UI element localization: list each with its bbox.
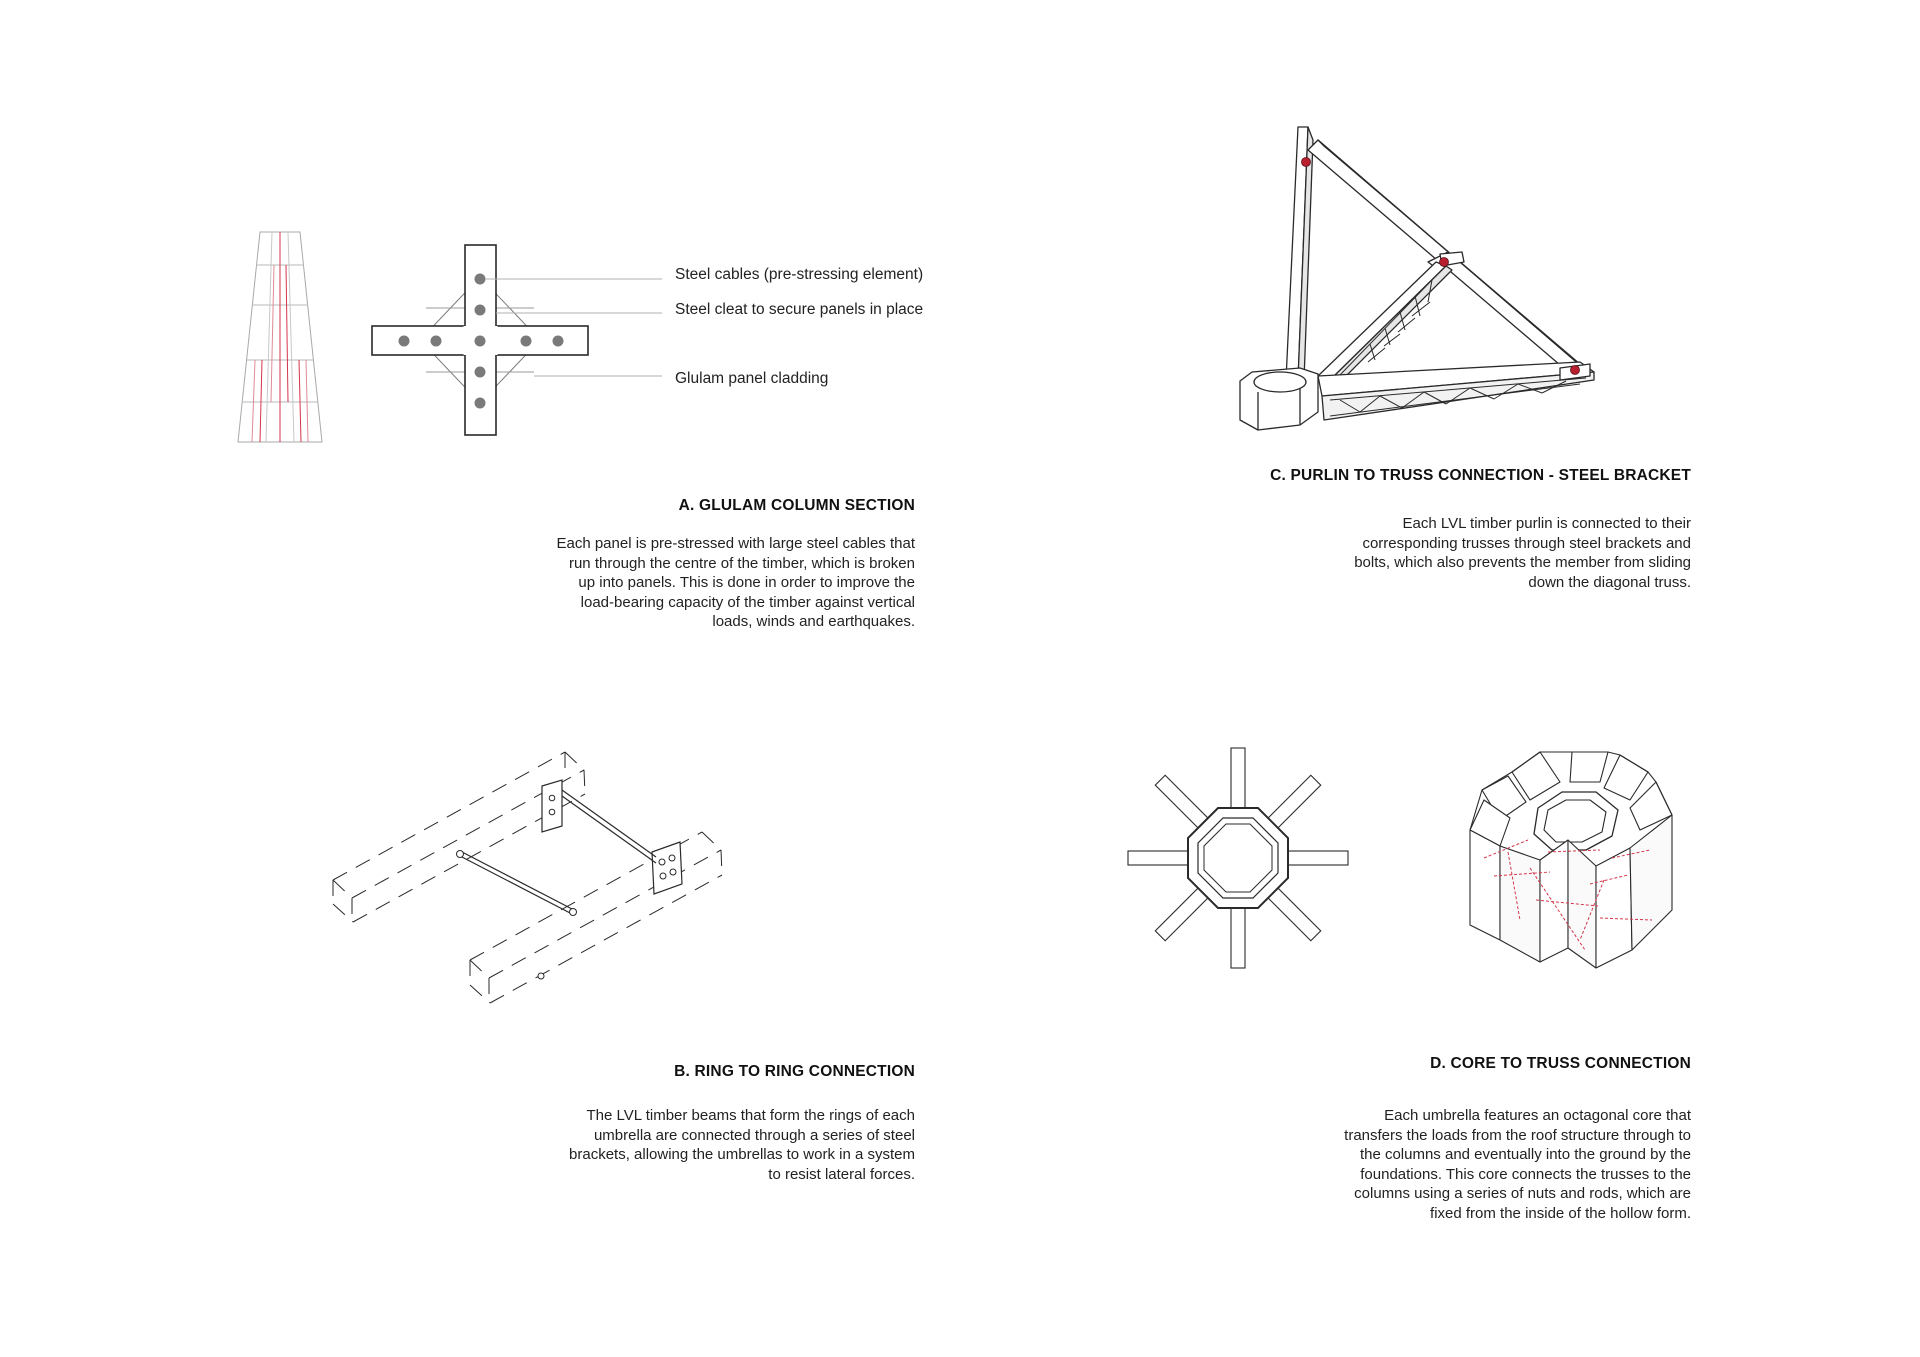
heading-glulam-column-section: A. GLULAM COLUMN SECTION — [678, 497, 915, 514]
desc-line: the columns and eventually into the ground by the — [1359, 1146, 1691, 1164]
desc-line: columns using a series of nuts and rods, which are — [1354, 1185, 1691, 1203]
heading-core-to-truss-connection: D. CORE TO TRUSS CONNECTION — [1430, 1055, 1691, 1072]
desc-line: down the diagonal truss. — [1528, 573, 1691, 591]
desc-line: Each panel is pre-stressed with large steel cables that — [556, 535, 915, 552]
desc-line: run through the centre of the timber, which is broken — [568, 554, 915, 572]
desc-line: The LVL timber beams that form the rings of each — [586, 1107, 915, 1124]
heading-purlin-truss-connection: C. PURLIN TO TRUSS CONNECTION - STEEL BRACKET — [1270, 467, 1691, 484]
ring-to-ring-drawing — [333, 752, 722, 1003]
desc-line: Each umbrella features an octagonal core that — [1384, 1107, 1691, 1124]
purlin-truss-drawing — [1240, 127, 1594, 430]
glulam-cross-section — [372, 245, 662, 435]
desc-line: fixed from the inside of the hollow form. — [1430, 1204, 1691, 1222]
core-plan-drawing — [1082, 702, 1393, 1013]
description-glulam-column — [556, 534, 915, 632]
desc-line: loads, winds and earthquakes. — [712, 613, 915, 631]
desc-line: load-bearing capacity of the timber against vertical — [580, 593, 915, 611]
desc-line: up into panels. This is done in order to improve the — [578, 574, 915, 592]
heading-ring-to-ring-connection: B. RING TO RING CONNECTION — [674, 1063, 915, 1080]
desc-line: Each LVL timber purlin is connected to their — [1402, 515, 1691, 532]
desc-line: foundations. This core connects the trusses to the — [1360, 1165, 1691, 1183]
desc-line: to resist lateral forces. — [768, 1165, 915, 1183]
glulam-column-elevation — [238, 232, 322, 442]
description-core-to-truss — [1344, 1106, 1691, 1224]
core-isometric-drawing — [1470, 752, 1672, 968]
desc-line: transfers the loads from the roof structure through to — [1344, 1126, 1691, 1144]
callout-steel-cleat: Steel cleat to secure panels in place — [675, 301, 924, 318]
desc-line: umbrella are connected through a series of steel — [593, 1126, 915, 1144]
desc-line: bolts, which also prevents the member from sliding — [1354, 554, 1691, 572]
description-ring-to-ring — [569, 1106, 915, 1184]
description-purlin-truss — [1354, 514, 1691, 592]
callout-glulam-cladding: Glulam panel cladding — [675, 370, 829, 387]
desc-line: corresponding trusses through steel brackets and — [1362, 534, 1691, 552]
callout-steel-cables: Steel cables (pre-stressing element) — [675, 266, 924, 283]
desc-line: brackets, allowing the umbrellas to work in a system — [569, 1146, 915, 1164]
